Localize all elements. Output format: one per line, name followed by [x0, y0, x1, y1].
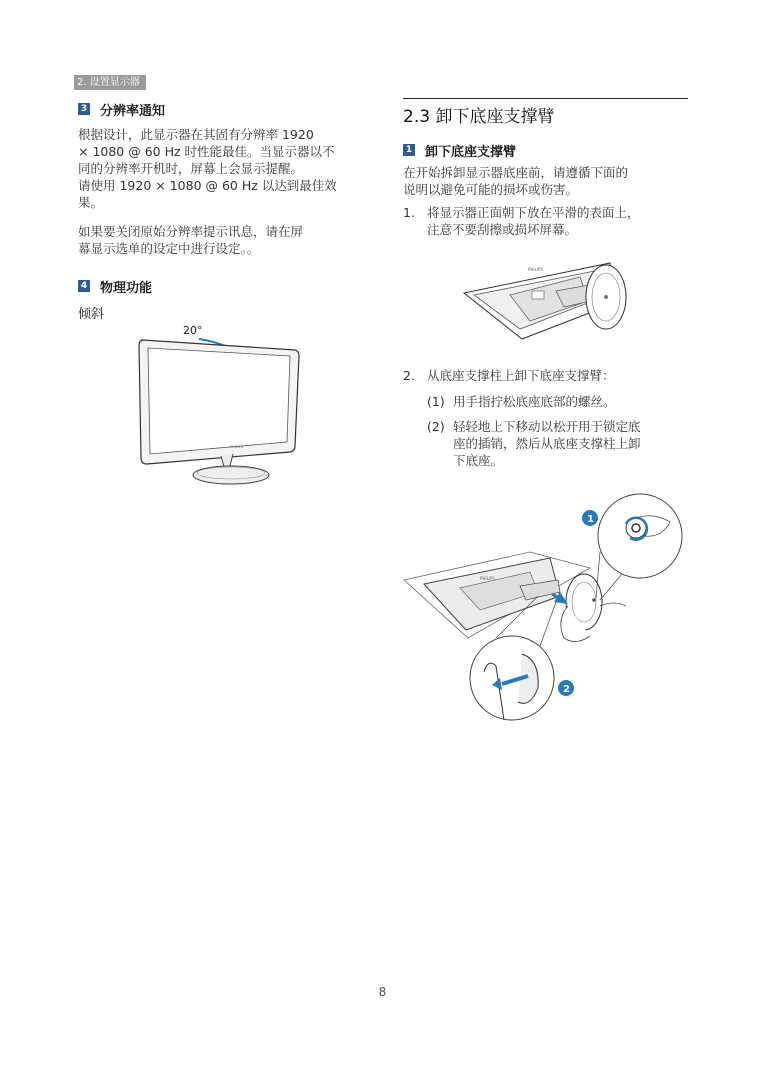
resolution-title: 分辨率通知: [100, 103, 166, 119]
section-title-rule: [403, 98, 688, 127]
chapter-tab: 2. 设置显示器: [74, 75, 146, 90]
tilt-label: 倾斜: [78, 306, 105, 322]
svg-text:1: 1: [587, 514, 594, 525]
section-title: 2.3 卸下底座支撑臂: [403, 107, 555, 127]
remove-title: 卸下底座支撑臂: [425, 144, 517, 160]
svg-text:PHILIPS: PHILIPS: [480, 576, 495, 581]
base-removal-illustration: [400, 488, 690, 728]
svg-text:PHILIPS: PHILIPS: [528, 267, 543, 272]
resolution-para-1: 根据设计，此显示器在其固有分辨率 1920 × 1080 @ 60 Hz 时性能最佳。当显示器以不 同的分辨率开机时，屏幕上会显示提醒。 请使用 1920 × 1080 @ 60 Hz 以达到最佳效 果。: [78, 127, 337, 210]
face-down-illustration: [460, 255, 640, 345]
brand-logo: PHILIPS: [230, 445, 244, 449]
resolution-para-2: 如果要关闭原始分辨率提示讯息，请在屏 幕显示选单的设定中进行设定。。: [78, 224, 304, 256]
step-1: 1. 将显示器正面朝下放在平滑的表面上， 注意不要刮擦或损坏屏幕。: [403, 205, 640, 237]
angle-back-label: 20°: [183, 324, 203, 337]
section-badge: 3: [78, 103, 90, 115]
remove-intro: 在开始拆卸显示器底座前，请遵循下面的 说明以避免可能的损坏或伤害。: [403, 165, 629, 197]
physical-heading: [78, 277, 363, 295]
svg-text:2: 2: [563, 684, 570, 695]
step-2-sub-1: (1) 用手指拧松底座底部的螺丝。: [427, 394, 616, 409]
step-2-sub-2: (2) 轻轻地上下移动以松开用于锁定底 座的插销，然后从底座支撑柱上卸 下底座。: [427, 419, 641, 468]
monitor-screen: [148, 348, 290, 454]
right-column: [403, 98, 688, 238]
page-number: 8: [378, 985, 387, 999]
left-column: [78, 100, 363, 321]
physical-title: 物理功能: [100, 280, 153, 296]
resolution-heading: [78, 100, 363, 118]
monitor-base: [193, 466, 269, 484]
remove-heading: [403, 141, 688, 159]
tilt-monitor-illustration: [135, 318, 305, 498]
zoom-detail-latch: [470, 636, 554, 720]
section-badge: 1: [403, 144, 415, 156]
step-2: 2. 从底座支撑柱上卸下底座支撑臂：: [403, 368, 615, 383]
section-badge: 4: [78, 280, 90, 292]
